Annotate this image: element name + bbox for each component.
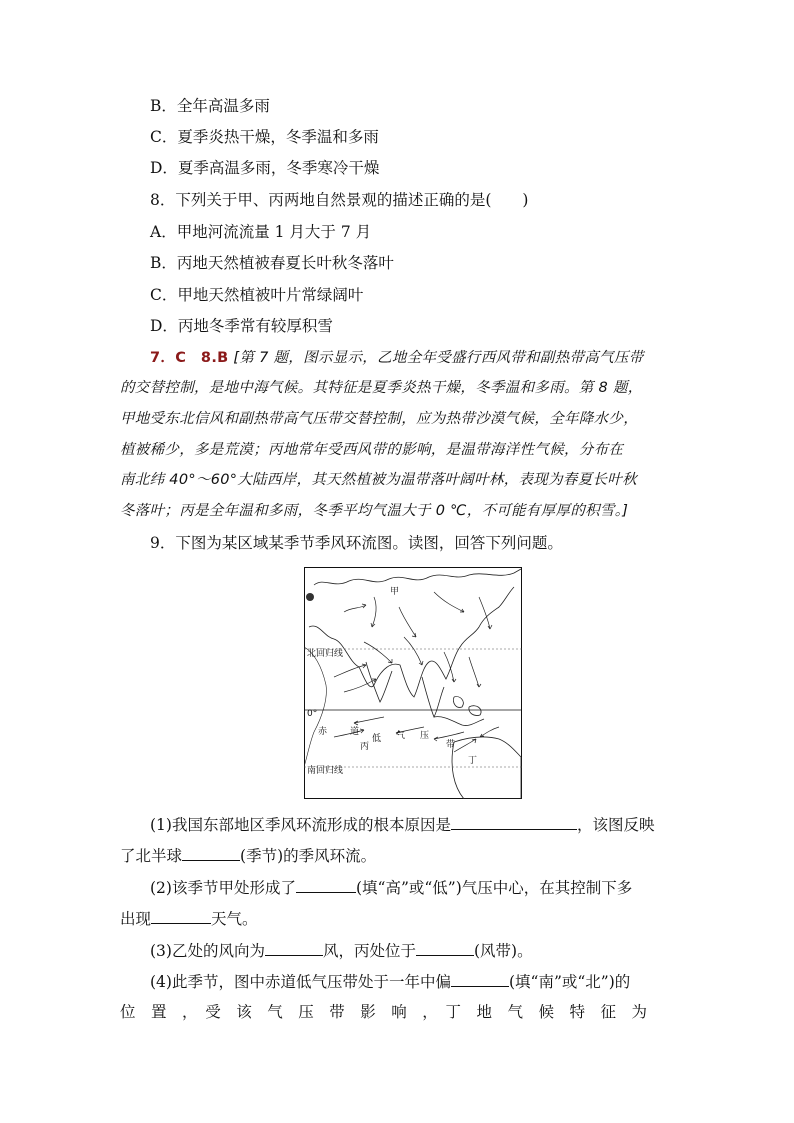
answer-blank-2[interactable] bbox=[182, 844, 240, 861]
q9-sub1-text-b: ，该图反映 bbox=[576, 816, 655, 834]
q8-option-b: B．丙地天然植被春夏长叶秋冬落叶 bbox=[150, 254, 394, 272]
answer-line-1 bbox=[150, 348, 644, 368]
monsoon-circulation-map bbox=[304, 567, 522, 799]
q9-sub2-text-b: (填“高”或“低”)气压中心，在其控制下多 bbox=[355, 879, 633, 897]
q7-option-c: C．夏季炎热干燥，冬季温和多雨 bbox=[150, 128, 379, 146]
answer-line-4: 植被稀少，多是荒漠；丙地常年受西风带的影响，是温带海洋性气候，分布在 bbox=[120, 442, 624, 458]
q9-sub4-line-1 bbox=[150, 970, 630, 992]
answer-line-5: 南北纬 40°～60°大陆西岸，其天然植被为温带落叶阔叶林，表现为春夏长叶秋 bbox=[120, 472, 637, 488]
q9-sub2-text-a: (2)该季节甲处形成了 bbox=[150, 879, 296, 897]
answer-key: 7．C 8.B bbox=[150, 350, 229, 366]
map-dot bbox=[306, 593, 314, 601]
label-jia: 甲 bbox=[390, 587, 400, 597]
label-tropic-north: 北回归线 bbox=[307, 649, 344, 659]
q8-option-a: A．甲地河流流量 1 月大于 7 月 bbox=[150, 223, 372, 241]
map-frame bbox=[305, 568, 522, 799]
label-equator-char-5: 压 bbox=[420, 731, 430, 741]
label-tropic-south: 南回归线 bbox=[307, 766, 344, 776]
label-equator-char-4: 气 bbox=[396, 731, 406, 741]
q9-stem: 9．下图为某区域某季节季风环流图。读图，回答下列问题。 bbox=[150, 534, 563, 552]
q9-sub4-text-a: (4)此季节，图中赤道低气压带处于一年中偏 bbox=[150, 973, 451, 991]
label-equator-char-6: 带 bbox=[446, 740, 456, 750]
q9-sub3-line bbox=[150, 939, 533, 961]
q9-sub1-text-a: (1)我国东部地区季风环流形成的根本原因是 bbox=[150, 816, 451, 834]
q9-sub2-line-1 bbox=[150, 876, 632, 898]
answer-line-2: 的交替控制，是地中海气候。其特征是夏季炎热干燥，冬季温和多雨。第 8 题， bbox=[120, 380, 643, 396]
q9-sub3-text-b: 风，丙处位于 bbox=[322, 942, 416, 960]
q9-sub2-line-2 bbox=[120, 907, 258, 929]
label-ding: 丁 bbox=[468, 756, 478, 766]
q9-sub2-text-d: 天气。 bbox=[211, 910, 258, 928]
label-bing: 丙 bbox=[360, 742, 370, 752]
q8-option-c: C．甲地天然植被叶片常绿阔叶 bbox=[150, 286, 364, 304]
answer-blank-3[interactable] bbox=[296, 876, 356, 893]
answer-blank-4[interactable] bbox=[151, 907, 211, 924]
q9-sub4-line-2: 位 置 ， 受 该 气 压 带 影 响 ， 丁 地 气 候 特 征 为 bbox=[120, 1003, 648, 1021]
q8-option-d: D．丙地冬季常有较厚积雪 bbox=[150, 317, 333, 335]
answer-blank-6[interactable] bbox=[416, 939, 474, 956]
q9-sub1-text-c: 了北半球 bbox=[120, 847, 183, 865]
answer-text-1: [第 7 题，图示显示，乙地全年受盛行西风带和副热带高气压带 bbox=[233, 350, 644, 366]
label-equator-deg: 0° bbox=[307, 709, 318, 719]
answer-line-3: 甲地受东北信风和副热带高气压带交替控制，应为热带沙漠气候，全年降水少， bbox=[120, 411, 638, 427]
answer-blank-7[interactable] bbox=[451, 970, 509, 987]
answer-line-6: 冬落叶；丙是全年温和多雨，冬季平均气温大于 0 ℃，不可能有厚厚的积雪。] bbox=[120, 503, 629, 519]
q7-option-d: D．夏季高温多雨，冬季寒冷干燥 bbox=[150, 159, 380, 177]
q9-sub3-text-c: (风带)。 bbox=[473, 942, 533, 960]
q9-sub1-text-d: (季节)的季风环流。 bbox=[240, 847, 377, 865]
q9-sub3-text-a: (3)乙处的风向为 bbox=[150, 942, 265, 960]
q7-option-b: B．全年高温多雨 bbox=[150, 97, 270, 115]
answer-blank-5[interactable] bbox=[265, 939, 323, 956]
answer-blank-1[interactable] bbox=[451, 813, 577, 830]
label-equator-char-3: 低 bbox=[372, 734, 382, 744]
q9-sub4-text-b: (填“南”或“北”)的 bbox=[508, 973, 631, 991]
q9-sub1-line-1 bbox=[150, 813, 654, 835]
label-equator-char-1: 赤 bbox=[318, 727, 328, 737]
q8-stem: 8．下列关于甲、丙两地自然景观的描述正确的是( ) bbox=[150, 191, 529, 209]
label-equator-char-2: 道 bbox=[350, 727, 360, 737]
q9-sub2-text-c: 出现 bbox=[120, 910, 152, 928]
q9-sub1-line-2 bbox=[120, 844, 376, 866]
